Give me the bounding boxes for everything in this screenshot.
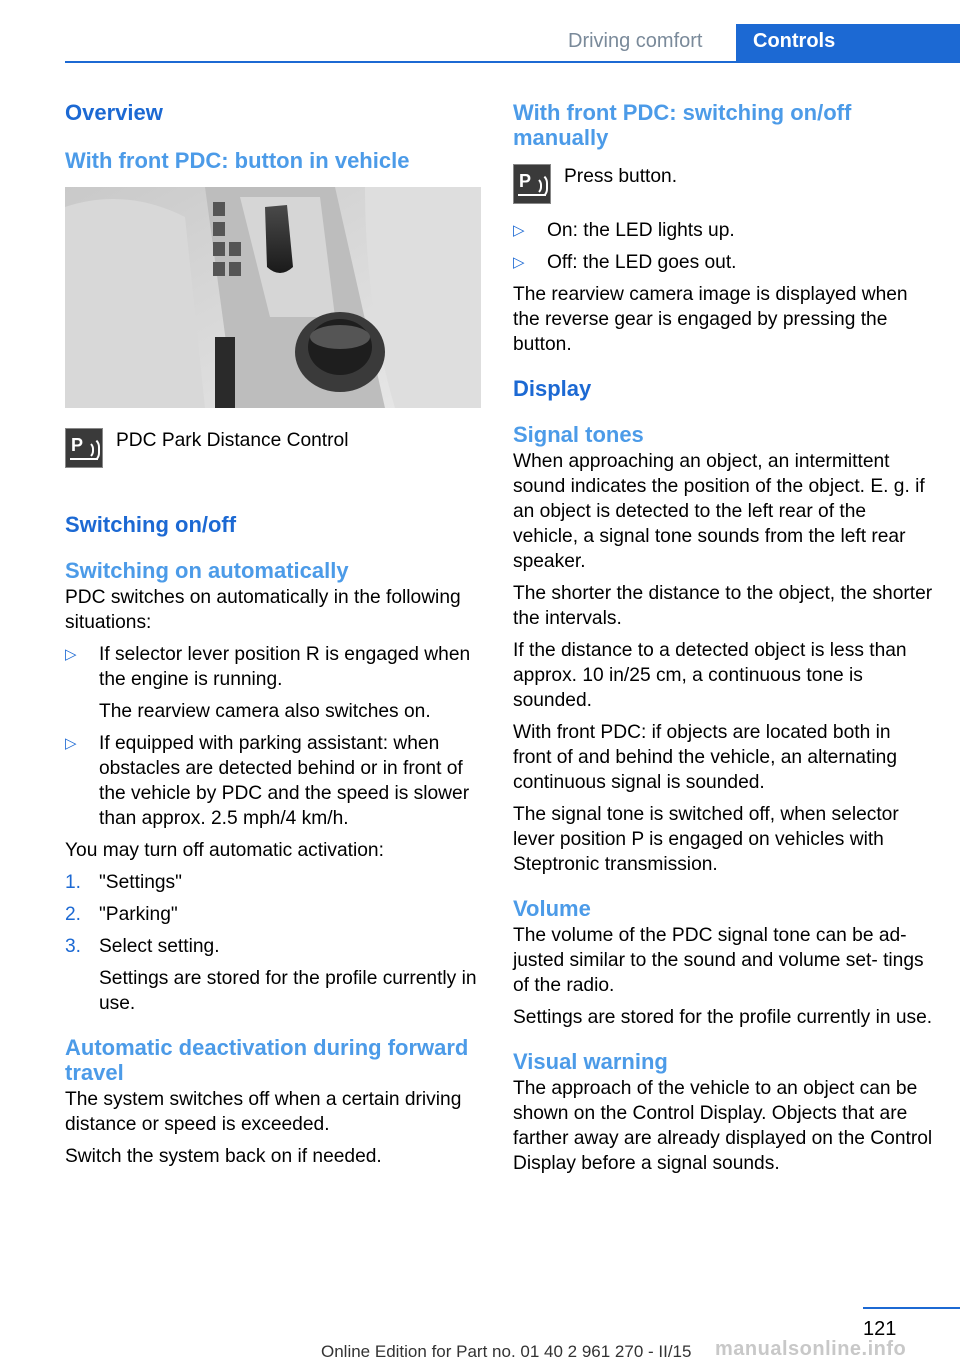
volume-p2: Settings are stored for the profile currently in use. — [513, 1007, 933, 1028]
deactivation-text-1: The system switches off when a certain driving distance or speed is exceeded. — [65, 1089, 462, 1135]
step-number: 3. — [65, 936, 82, 957]
left-column — [65, 100, 483, 1176]
list-item — [513, 218, 933, 243]
step-subtext: Settings are stored for the profile currently in use. — [99, 968, 477, 1014]
camera-text: The rearview camera image is displayed when the reverse gear is engaged by pressing the button. — [513, 284, 908, 355]
footer-rule — [863, 1307, 960, 1309]
bullet-icon: ▷ — [65, 735, 77, 752]
bullet-subtext: The rearview camera also switches on. — [99, 701, 431, 722]
turn-off-text: You may turn off automatic activation: — [65, 840, 384, 861]
step-text: "Settings" — [99, 872, 182, 893]
pdc-button-icon: P — [65, 428, 103, 468]
footer-edition-text: Online Edition for Part no. 01 40 2 961 270 - II/15 — [321, 1342, 692, 1361]
signal-p3: If the distance to a detected object is less than approx. 10 in/25 cm, a continuous tone is sounded. — [513, 640, 907, 711]
list-item — [65, 642, 483, 724]
bullet-text: Off: the LED goes out. — [547, 252, 737, 273]
step-text: "Parking" — [99, 904, 178, 925]
visual-p1: The approach of the vehicle to an object can be shown on the Control Display. Objects that are farther away are already displayed on the Control Display before a signal sounds. — [513, 1078, 933, 1174]
bullet-text: If selector lever position R is engaged when the engine is running. — [99, 644, 471, 690]
overview-heading: Overview — [65, 100, 163, 125]
bullet-icon: ▷ — [513, 254, 525, 271]
pdc-icon-row — [65, 428, 483, 474]
visual-heading: Visual warning — [513, 1049, 668, 1074]
bullet-text: If equipped with parking assistant: when obstacles are detected behind or in front of the vehicle by PDC and the speed is slower than approx. 2.5 mph/4 km/h. — [99, 733, 470, 829]
step-number: 1. — [65, 872, 82, 893]
switching-heading: Switching on/off — [65, 512, 237, 537]
volume-heading: Volume — [513, 896, 591, 921]
right-column — [513, 100, 933, 1183]
press-button-row — [513, 164, 933, 204]
deactivation-heading: Automatic deactivation during forward travel — [65, 1035, 469, 1085]
pdc-button-icon: P — [513, 164, 551, 204]
center-console-photo — [65, 187, 481, 408]
signal-p5: The signal tone is switched off, when selector lever position P is engaged on vehicles with Steptronic transmission. — [513, 804, 899, 875]
signal-p1: When approaching an object, an intermittent sound indicates the position of the object. E. g. if an object is detected to the left rear of the vehicle, a signal tone sounds from the left rear speaker. — [513, 451, 925, 572]
bullet-text: On: the LED lights up. — [547, 220, 735, 241]
header-rule — [65, 61, 960, 63]
deactivation-text-2: Switch the system back on if needed. — [65, 1146, 382, 1167]
volume-p1: The volume of the PDC signal tone can be ad‐ justed similar to the sound and volume set‐ tings of the radio. — [513, 925, 924, 996]
auto-intro: PDC switches on automatically in the following situations: — [65, 587, 461, 633]
step-text: Select setting. — [99, 936, 220, 957]
front-pdc-heading: With front PDC: button in vehicle — [65, 148, 410, 173]
bullet-icon: ▷ — [65, 646, 77, 663]
list-item — [513, 250, 933, 275]
list-item — [65, 870, 483, 895]
list-item — [65, 731, 483, 831]
pdc-icon-label: PDC Park Distance Control — [116, 430, 349, 451]
manual-heading: With front PDC: switching on/off manually — [513, 100, 852, 150]
signal-p2: The shorter the distance to the object, the shorter the intervals. — [513, 583, 933, 629]
press-button-text: Press button. — [564, 166, 678, 187]
step-number: 2. — [65, 904, 82, 925]
display-heading: Display — [513, 376, 592, 401]
signal-p4: With front PDC: if objects are located both in front of and behind the vehicle, an alternating continuous signal is sounded. — [513, 722, 898, 793]
header-active-tab: Controls — [736, 24, 960, 63]
list-item — [65, 902, 483, 927]
watermark: manualsonline.info — [715, 1338, 907, 1360]
list-item — [65, 934, 483, 1016]
signal-heading: Signal tones — [513, 422, 644, 447]
header-section-label: Driving comfort — [568, 30, 703, 52]
page-number: 121 — [863, 1318, 897, 1340]
bullet-icon: ▷ — [513, 222, 525, 239]
auto-heading: Switching on automatically — [65, 558, 349, 583]
